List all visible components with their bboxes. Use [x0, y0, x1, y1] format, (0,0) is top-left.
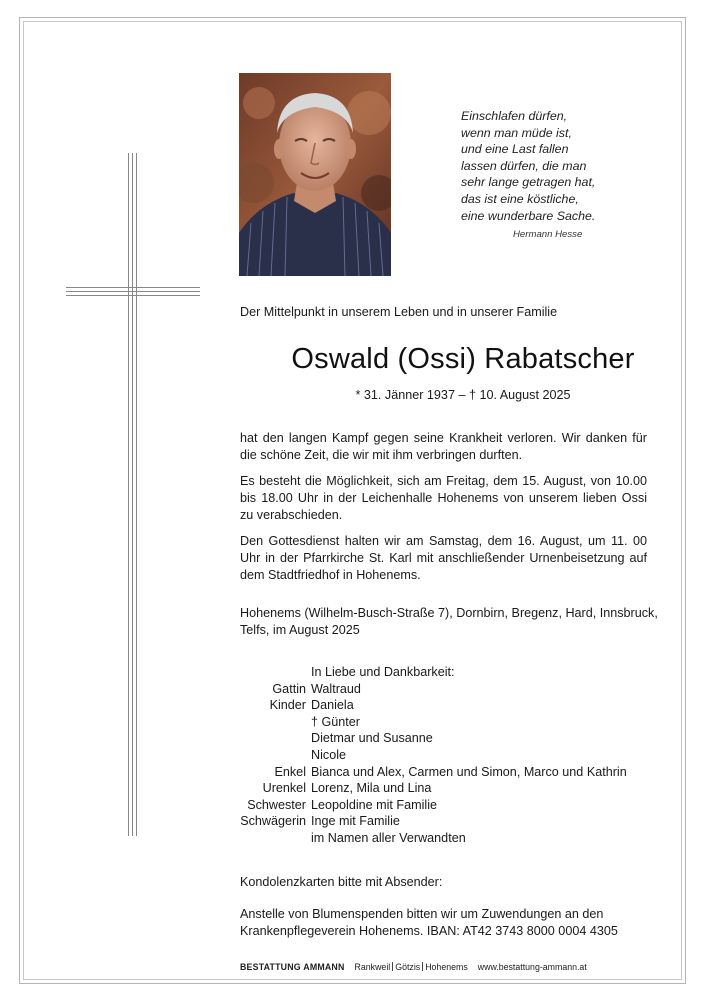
family-names: Bianca und Alex, Carmen und Simon, Marco und Kathrin [311, 764, 627, 779]
paragraph-service: Den Gottesdienst halten wir am Samstag, dem 16. August, um 11. 00 Uhr in der Pfarrkirche St. Karl mit anschließender Urnenbeisetzung auf dem Stadtfriedhof in Hohenems. [240, 534, 647, 583]
brand-prefix: BESTATTUNG [240, 962, 301, 972]
family-names: In Liebe und Dankbarkeit: [311, 665, 455, 679]
poem [461, 108, 661, 224]
family-row [200, 780, 660, 797]
family-names: Dietmar und Susanne [311, 731, 433, 746]
poem-line: und eine Last fallen [461, 142, 569, 157]
brand-name: AMMANN [303, 962, 345, 972]
poem-line: wenn man müde ist, [461, 125, 572, 140]
intro-text: Der Mittelpunkt in unserem Leben und in unserer Familie [240, 305, 558, 319]
portrait-photo [239, 73, 391, 276]
family-names: im Namen aller Verwandten [311, 830, 466, 845]
family-role: Kinder [269, 698, 306, 713]
paragraph-viewing: Es besteht die Möglichkeit, sich am Freitag, dem 15. August, von 10.00 bis 18.00 Uhr in der Leichenhalle Hohenems von unserem lieben Ossi zu verabschieden. [240, 474, 647, 523]
family-row [200, 681, 660, 698]
paragraph-passing: hat den langen Kampf gegen seine Krankheit verloren. Wir danken für die schöne Zeit, die wir mit ihm verbringen durften. [240, 431, 647, 463]
family-role: Schwester [247, 797, 306, 812]
family-names: Inge mit Familie [311, 814, 400, 829]
condolence-note: Kondolenzkarten bitte mit Absender: [240, 875, 443, 889]
family-role: Enkel [274, 764, 306, 779]
footer [240, 962, 587, 972]
donation-note: Anstelle von Blumenspenden bitten wir um Zuwendungen an den Krankenpflegeverein Hohenems. IBAN: AT42 3743 8000 0004 4305 [240, 907, 618, 939]
divider [422, 962, 423, 971]
family-row [200, 830, 660, 847]
website-link[interactable]: www.bestattung-ammann.at [477, 962, 587, 972]
family-role [200, 747, 311, 764]
family-names: Nicole [311, 747, 346, 762]
family-row [200, 764, 660, 781]
family-role: Urenkel [262, 781, 306, 796]
poem-line: das ist eine köstliche, [461, 191, 579, 206]
footer-town: Hohenems [425, 962, 468, 972]
family-row [200, 730, 660, 747]
poem-line: lassen dürfen, die man [461, 158, 587, 173]
family-role: Gattin [272, 681, 306, 696]
family-list [200, 664, 660, 847]
family-row [200, 697, 660, 714]
family-role: Schwägerin [240, 814, 306, 829]
family-row [200, 747, 660, 764]
place-date: Hohenems (Wilhelm-Busch-Straße 7), Dornbirn, Bregenz, Hard, Innsbruck, Telfs, im August 2025 [240, 606, 658, 638]
poem-line: eine wunderbare Sache. [461, 208, 596, 223]
family-row [200, 813, 660, 830]
family-names: Lorenz, Mila und Lina [311, 781, 432, 796]
family-names: Leopoldine mit Familie [311, 797, 437, 812]
family-names: Waltraud [311, 681, 361, 696]
family-role [200, 714, 311, 731]
family-role [200, 664, 311, 681]
family-role [200, 730, 311, 747]
footer-town: Götzis [395, 962, 421, 972]
divider [392, 962, 393, 971]
family-row [200, 714, 660, 731]
family-names: † Günter [311, 714, 361, 729]
family-role [200, 830, 311, 847]
life-dates: * 31. Jänner 1937 – † 10. August 2025 [355, 388, 571, 402]
poem-line: sehr lange getragen hat, [461, 175, 596, 190]
family-row [200, 797, 660, 814]
family-row [200, 664, 660, 681]
poem-author: Hermann Hesse [513, 229, 583, 240]
deceased-name: Oswald (Ossi) Rabatscher [291, 343, 635, 375]
footer-town: Rankweil [354, 962, 391, 972]
family-names: Daniela [311, 698, 354, 713]
poem-line: Einschlafen dürfen, [461, 109, 568, 123]
